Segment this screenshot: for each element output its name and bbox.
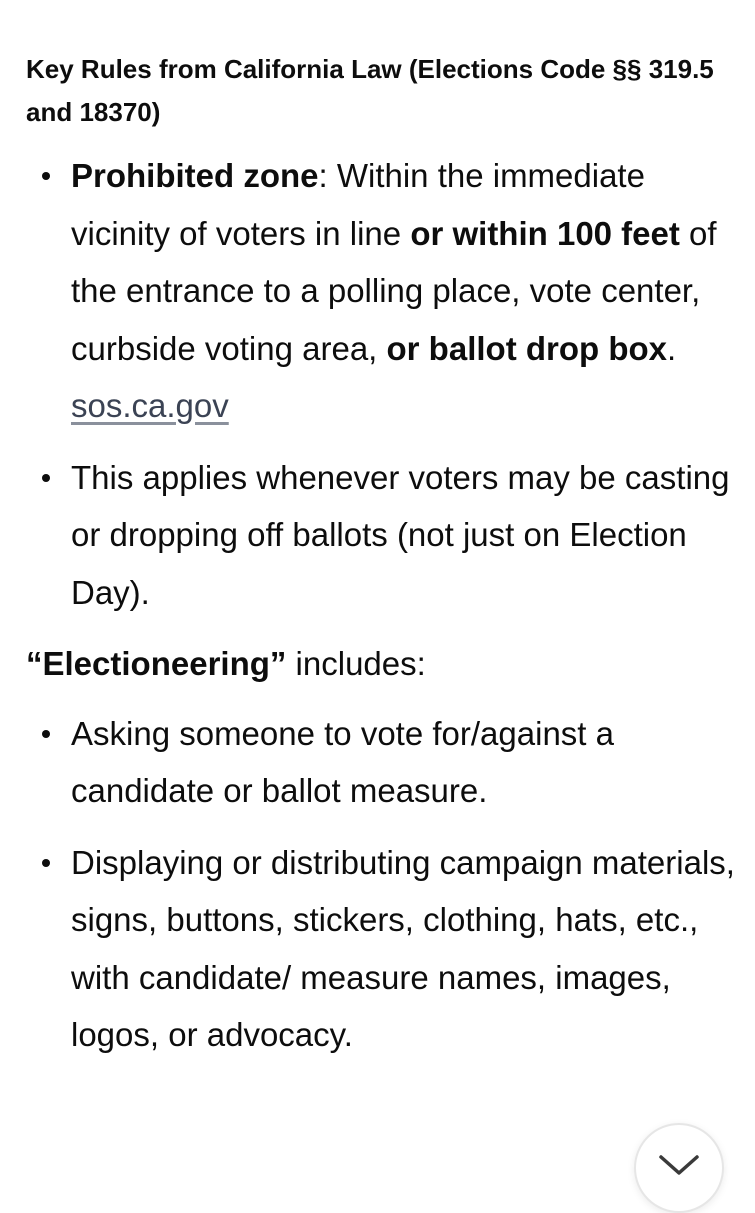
section-heading: Key Rules from California Law (Elections Code §§ 319.5 and 18370) [26,54,714,127]
list-item-text: : Within the immediate vicinity of voters in line [71,157,645,252]
list-item [26,834,738,1064]
bullet-dot [42,859,50,867]
list-item [26,449,738,622]
list-item-text: Displaying or distributing campaign materials, signs, buttons, stickers, clothing, hats, etc., with candidate/ measure names, images, logos, or advocacy. [71,843,735,1053]
list-item-text: This applies whenever voters may be casting or dropping off ballots (not just on Election Day). [71,458,730,611]
source-link[interactable]: sos.ca.gov [71,387,229,424]
list-item [26,147,738,435]
bold-phrase: or within 100 feet [410,214,680,252]
list-item-text: Asking someone to vote for/against a candidate or ballot measure. [71,714,614,809]
electioneering-list [26,705,738,1064]
list-item-text: . [667,329,677,367]
electioneering-intro [26,635,738,693]
zone-rules-list [26,147,738,621]
bullet-dot [42,474,50,482]
list-item [26,705,738,820]
bold-term: Prohibited zone [71,157,319,194]
intro-suffix: includes: [286,645,426,682]
bold-phrase: or ballot drop box [386,329,667,367]
chevron-down-icon [658,1153,700,1177]
response-content [26,48,738,1078]
bullet-dot [42,730,50,738]
list-item-text: of the entrance to a polling place, vote center, curbside voting area, [71,214,717,367]
bullet-dot [42,172,50,180]
bold-term: “Electioneering” [26,645,287,682]
